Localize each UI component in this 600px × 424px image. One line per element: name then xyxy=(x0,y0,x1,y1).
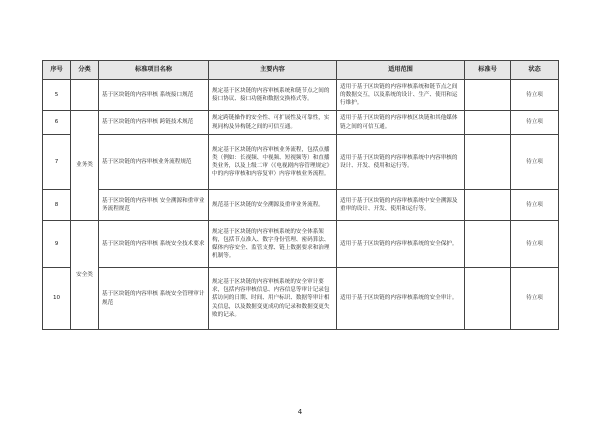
row-no: 8 xyxy=(43,190,71,221)
row-std-no xyxy=(465,221,511,268)
row-name: 基于区块链的内容审核 安全溯源和重审业务流程规范 xyxy=(99,190,209,221)
row-status: 待立项 xyxy=(511,80,559,111)
row-name: 基于区块链的内容审核业务流程规范 xyxy=(99,135,209,190)
row-name: 基于区块链的内容审核 跨链技术规范 xyxy=(99,111,209,135)
category-business: 业务类 xyxy=(71,111,99,221)
row-content: 规定基于区块链的内容审核系统和链节点之间的接口协议、接口功能和数据交换格式等。 xyxy=(209,80,337,111)
header-name: 标准项目名称 xyxy=(99,61,209,80)
row-scope: 适用于基于区块链的内容审核系统中安全溯源及重审的设计、开发、使用和运行等。 xyxy=(337,190,465,221)
row-content: 规定跨链操作的安全性、可扩展性及可靠性，实现同构及异构链之间的可信互通。 xyxy=(209,111,337,135)
table-row xyxy=(43,135,559,190)
table-header-row xyxy=(43,61,559,80)
row-std-no xyxy=(465,111,511,135)
row-no: 6 xyxy=(43,111,71,135)
page-number: 4 xyxy=(297,408,303,416)
row-status: 待立项 xyxy=(511,111,559,135)
row-content: 规定基于区块链的内容审核业务流程，包括点播类（例如：长视频、中视频、短视频等）和直播类业务，以及上级二审（《电视剧内容管理规定》中的内容审核和内容复审）内容审核业务流程。 xyxy=(209,135,337,190)
row-content: 规范基于区块链的安全溯源及重审业务流程。 xyxy=(209,190,337,221)
row-name: 基于区块链的内容审核 系统安全管理审计规范 xyxy=(99,268,209,330)
row-name: 基于区块链的内容审核 系统安全技术要求 xyxy=(99,221,209,268)
header-scope: 适用范围 xyxy=(337,61,465,80)
row-scope: 适用于基于区块链的内容审核系统的安全保护。 xyxy=(337,221,465,268)
row-std-no xyxy=(465,80,511,111)
row-std-no xyxy=(465,135,511,190)
row-no: 9 xyxy=(43,221,71,268)
row-scope: 适用于基于区块链的内容审核系统和链节点之间的数据交互，以及系统的设计、生产、使用和运行维护。 xyxy=(337,80,465,111)
row-std-no xyxy=(465,190,511,221)
header-no: 序号 xyxy=(43,61,71,80)
row-no: 7 xyxy=(43,135,71,190)
row-scope: 适用于基于区块链的内容审核系统中内容审核的设计、开发、使用和运行等。 xyxy=(337,135,465,190)
table-row xyxy=(43,111,559,135)
category-security: 安全类 xyxy=(71,221,99,330)
row-scope: 适用于基于区块链的内容审核区块链和其他媒体链之间的可信互通。 xyxy=(337,111,465,135)
row-status: 待立项 xyxy=(511,221,559,268)
standards-table xyxy=(42,60,559,330)
header-std-no: 标准号 xyxy=(465,61,511,80)
table-row xyxy=(43,190,559,221)
row-content: 规定基于区块链的内容审核系统的安全审计要求，包括内容审核信息、内容信息等审计记录包括访问的日期、时间、用户标识、数据等审计相关信息，以及数据变更成功的记录和数据变更失败的记录。 xyxy=(209,268,337,330)
row-name: 基于区块链的内容审核 系统接口规范 xyxy=(99,80,209,111)
row-status: 待立项 xyxy=(511,135,559,190)
header-category: 分类 xyxy=(71,61,99,80)
row-category xyxy=(71,80,99,111)
row-status: 待立项 xyxy=(511,268,559,330)
row-std-no xyxy=(465,268,511,330)
table-row xyxy=(43,221,559,268)
row-no: 10 xyxy=(43,268,71,330)
row-status: 待立项 xyxy=(511,190,559,221)
header-content: 主要内容 xyxy=(209,61,337,80)
table-row xyxy=(43,268,559,330)
table-row xyxy=(43,80,559,111)
row-scope: 适用于基于区块链的内容审核系统的安全审计。 xyxy=(337,268,465,330)
row-no: 5 xyxy=(43,80,71,111)
header-status: 状态 xyxy=(511,61,559,80)
row-content: 规定基于区块链的内容审核系统的安全体系架构，包括节点准入、数字身份管理、密码算法、媒体内容安全、监管支撑、链上数据要求和治理机制等。 xyxy=(209,221,337,268)
